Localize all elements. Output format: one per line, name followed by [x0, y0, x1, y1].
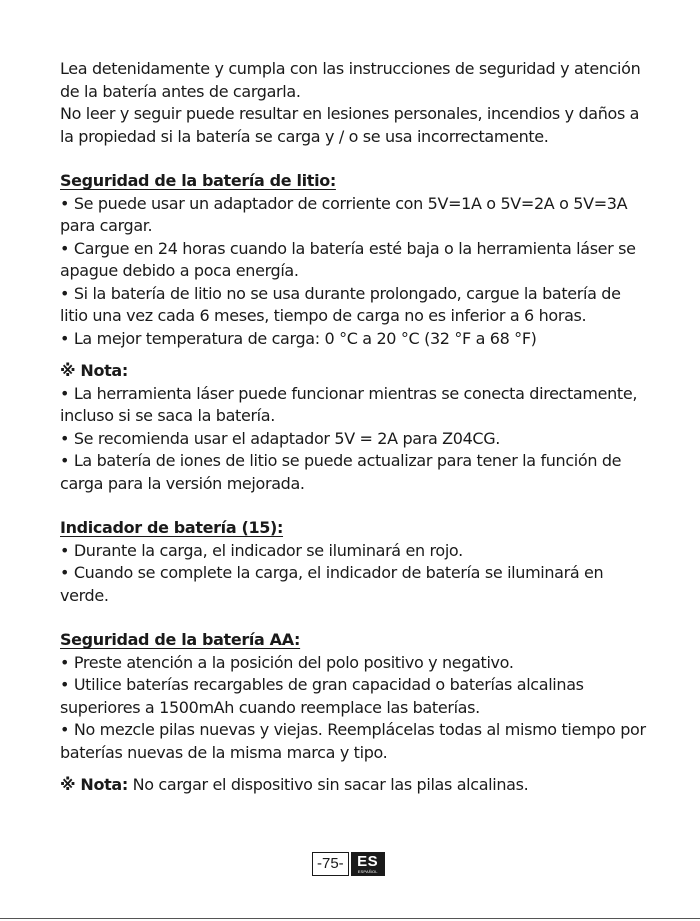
note-title: ※ Nota: — [60, 361, 128, 380]
intro-paragraph: Lea detenidamente y cumpla con las instrucciones de seguridad y atención de la batería antes de cargarla. — [60, 59, 641, 101]
page-number: -75- — [312, 852, 349, 876]
language-name: ESPAÑOL — [357, 869, 378, 874]
section-title-aa: Seguridad de la batería AA: — [60, 630, 301, 649]
section-title-indicator: Indicador de batería (15): — [60, 518, 284, 537]
list-item: • Durante la carga, el indicador se iluminará en rojo. — [60, 540, 463, 560]
list-item: • Se puede usar un adaptador de corriente con 5V=1A o 5V=2A o 5V=3A para cargar. — [60, 193, 628, 235]
language-badge — [351, 852, 385, 876]
note-label: ※ Nota: — [60, 775, 128, 794]
lithium-battery-section — [60, 170, 650, 495]
bottom-divider — [0, 918, 700, 919]
intro-paragraph: No leer y seguir puede resultar en lesiones personales, incendios y daños a la propiedad si la batería se carga y / o se usa incorrectamente. — [60, 104, 640, 146]
language-code: ES — [357, 853, 379, 870]
list-item: • Preste atención a la posición del polo positivo y negativo. — [60, 652, 514, 672]
list-item: • La herramienta láser puede funcionar mientras se conecta directamente, incluso si se saca la batería. — [60, 383, 638, 425]
list-item: • No mezcle pilas nuevas y viejas. Reemplácelas todas al mismo tiempo por baterías nuevas de la misma marca y tipo. — [60, 720, 646, 762]
list-item: • Si la batería de litio no se usa durante prolongado, cargue la batería de litio una vez cada 6 meses, tiempo de carga no es inferior a 6 horas. — [60, 283, 621, 325]
list-item: • Cargue en 24 horas cuando la batería esté baja o la herramienta láser se apague debido a poca energía. — [60, 238, 636, 280]
list-item: • Cuando se complete la carga, el indicador de batería se iluminará en verde. — [60, 563, 604, 605]
list-item: • Utilice baterías recargables de gran capacidad o baterías alcalinas superiores a 1500mAh cuando reemplace las baterías. — [60, 675, 584, 717]
manual-page-content — [60, 58, 650, 797]
page-footer — [312, 852, 385, 876]
list-item: • Se recomienda usar el adaptador 5V = 2A para Z04CG. — [60, 428, 501, 448]
list-item: • La mejor temperatura de carga: 0 °C a 20 °C (32 °F a 68 °F) — [60, 328, 537, 348]
list-item: • La batería de iones de litio se puede actualizar para tener la función de carga para la versión mejorada. — [60, 451, 622, 493]
aa-note — [60, 774, 650, 797]
intro-block — [60, 58, 650, 148]
battery-indicator-section — [60, 517, 650, 607]
note-text: No cargar el dispositivo sin sacar las pilas alcalinas. — [127, 775, 529, 794]
section-title-lithium: Seguridad de la batería de litio: — [60, 171, 336, 190]
aa-battery-section — [60, 629, 650, 797]
lithium-note-block — [60, 360, 650, 495]
